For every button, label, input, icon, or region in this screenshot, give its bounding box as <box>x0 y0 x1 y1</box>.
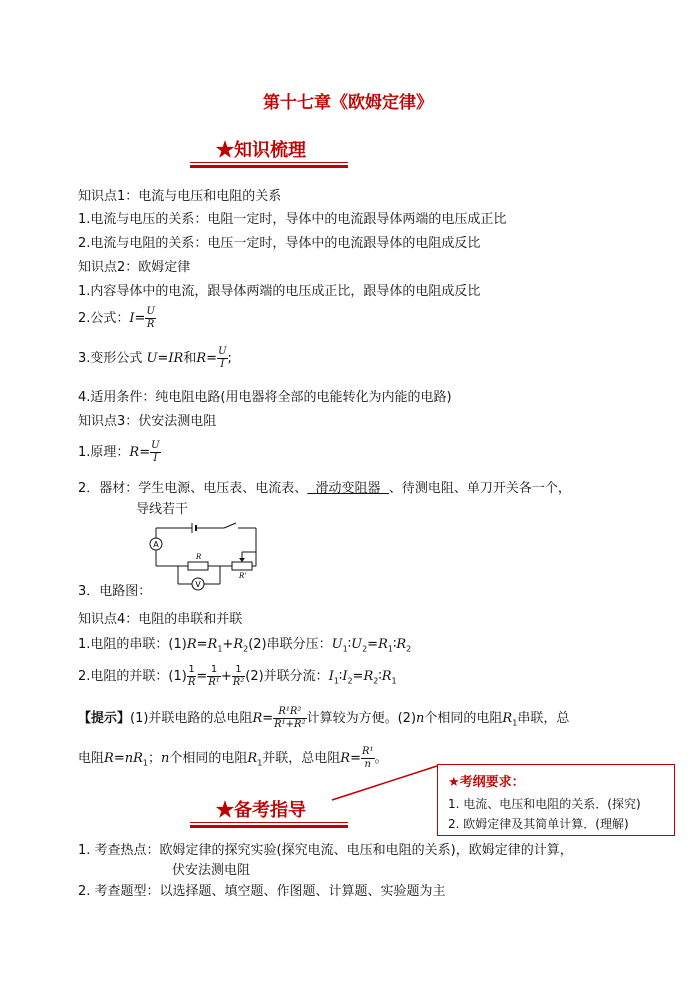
star-icon: ★ <box>216 140 234 161</box>
kp3-heading: 知识点3：伏安法测电阻 <box>78 414 217 429</box>
formula-u-over-r: $\frac{U}{R}$ <box>146 306 155 330</box>
formula-u-over-i: $\frac{U}{I}$ <box>218 346 227 370</box>
svg-text:R: R <box>196 553 202 561</box>
kp3-item1: 1.原理：R= $\frac{U}{I}$ <box>78 440 160 464</box>
kp4-heading: 知识点4：电阻的串联和并联 <box>78 612 243 627</box>
guide-item1: 1. 考查热点：欧姆定律的探究实验(探究电流、电压和电阻的关系)，欧姆定律的计算， <box>78 843 573 858</box>
kp4-item2: 2.电阻的并联：(1) $\frac{1}{R}$ = $\frac{1}{\text{R¹}}$ + $\frac{1}{\text{R²}}$ (2)并联分流：$I_1∶I_2=R_2∶R_1$ <box>78 664 397 688</box>
heading-underline <box>190 822 348 823</box>
section-heading-guide <box>216 796 306 822</box>
guide-item2: 2. 考查题型：以选择题、填空题、作图题、计算题、实验题为主 <box>78 884 446 899</box>
kp2-item4: 4.适用条件：纯电阻电路(用电器将全部的电能转化为内能的电路) <box>78 390 452 405</box>
kp4-item1: 1.电阻的串联：$(1)R=R_1+R_2(2)$串联分压：$U_1∶U_2=R_1∶R_2$ <box>78 637 412 654</box>
tip-line1: 【提示】(1)并联电路的总电阻R= $\frac{\text{R¹R²}}{\text{R¹+R²}}$ 计算较为方便。(2)n个相同的电阻$R_1$串联，总 <box>78 706 570 730</box>
svg-text:A: A <box>153 540 159 549</box>
kp1-heading: 知识点1：电流与电压和电阻的关系 <box>78 189 282 204</box>
kp2-item3: 3.变形公式 U=IR和R= $\frac{U}{I}$ ; <box>78 346 232 370</box>
box-title: ★考纲要求： <box>448 775 525 790</box>
box-connector <box>330 764 440 804</box>
box-item-2: 2. 欧姆定律及其简单计算．(理解) <box>448 817 629 831</box>
formula-u-over-i-2: $\frac{U}{I}$ <box>151 440 160 464</box>
exam-requirements-box <box>437 764 675 836</box>
kp2-heading: 知识点2：欧姆定律 <box>78 260 191 275</box>
svg-text:V: V <box>195 580 201 589</box>
kp3-item2-line2: 导线若干 <box>136 502 189 517</box>
circuit-diagram <box>148 522 264 598</box>
guide-item1-line2: 伏安法测电阻 <box>172 863 251 878</box>
heading-underline-thick <box>190 165 348 168</box>
kp2-item1: 1.内容导体中的电流，跟导体两端的电压成正比，跟导体的电阻成反比 <box>78 284 481 299</box>
kp2-item2: 2.公式：I= $\frac{U}{R}$ <box>78 306 155 330</box>
section-heading-knowledge <box>216 136 306 162</box>
box-item-1: 1. 电流、电压和电阻的关系．(探究) <box>448 797 641 811</box>
kp1-item1: 1.电流与电压的关系：电阻一定时，导体中的电流跟导体两端的电压成正比 <box>78 212 507 227</box>
kp3-item2: 2．器材：学生电源、电压表、电流表、 滑动变阻器 、待测电阻、单刀开关各一个， <box>78 481 571 496</box>
kp3-item3: 3．电路图： <box>78 584 152 599</box>
section-title: 知识梳理 <box>234 140 306 161</box>
answer-blank: 滑动变阻器 <box>315 481 381 496</box>
kp1-item2: 2.电流与电阻的关系：电压一定时，导体中的电流跟导体的电阻成反比 <box>78 236 481 251</box>
heading-underline-thick <box>190 825 348 828</box>
svg-text:R': R' <box>239 572 247 580</box>
section-title: 备考指导 <box>234 800 306 821</box>
heading-underline <box>190 162 348 163</box>
page-title: 第十七章《欧姆定律》 <box>263 93 433 113</box>
tip-line2: 电阻$R=nR_1$；n个相同的电阻$R_1$并联，总电阻R= $\frac{\text{R¹}}{n}$ 。 <box>78 746 388 770</box>
star-icon: ★ <box>216 800 234 821</box>
